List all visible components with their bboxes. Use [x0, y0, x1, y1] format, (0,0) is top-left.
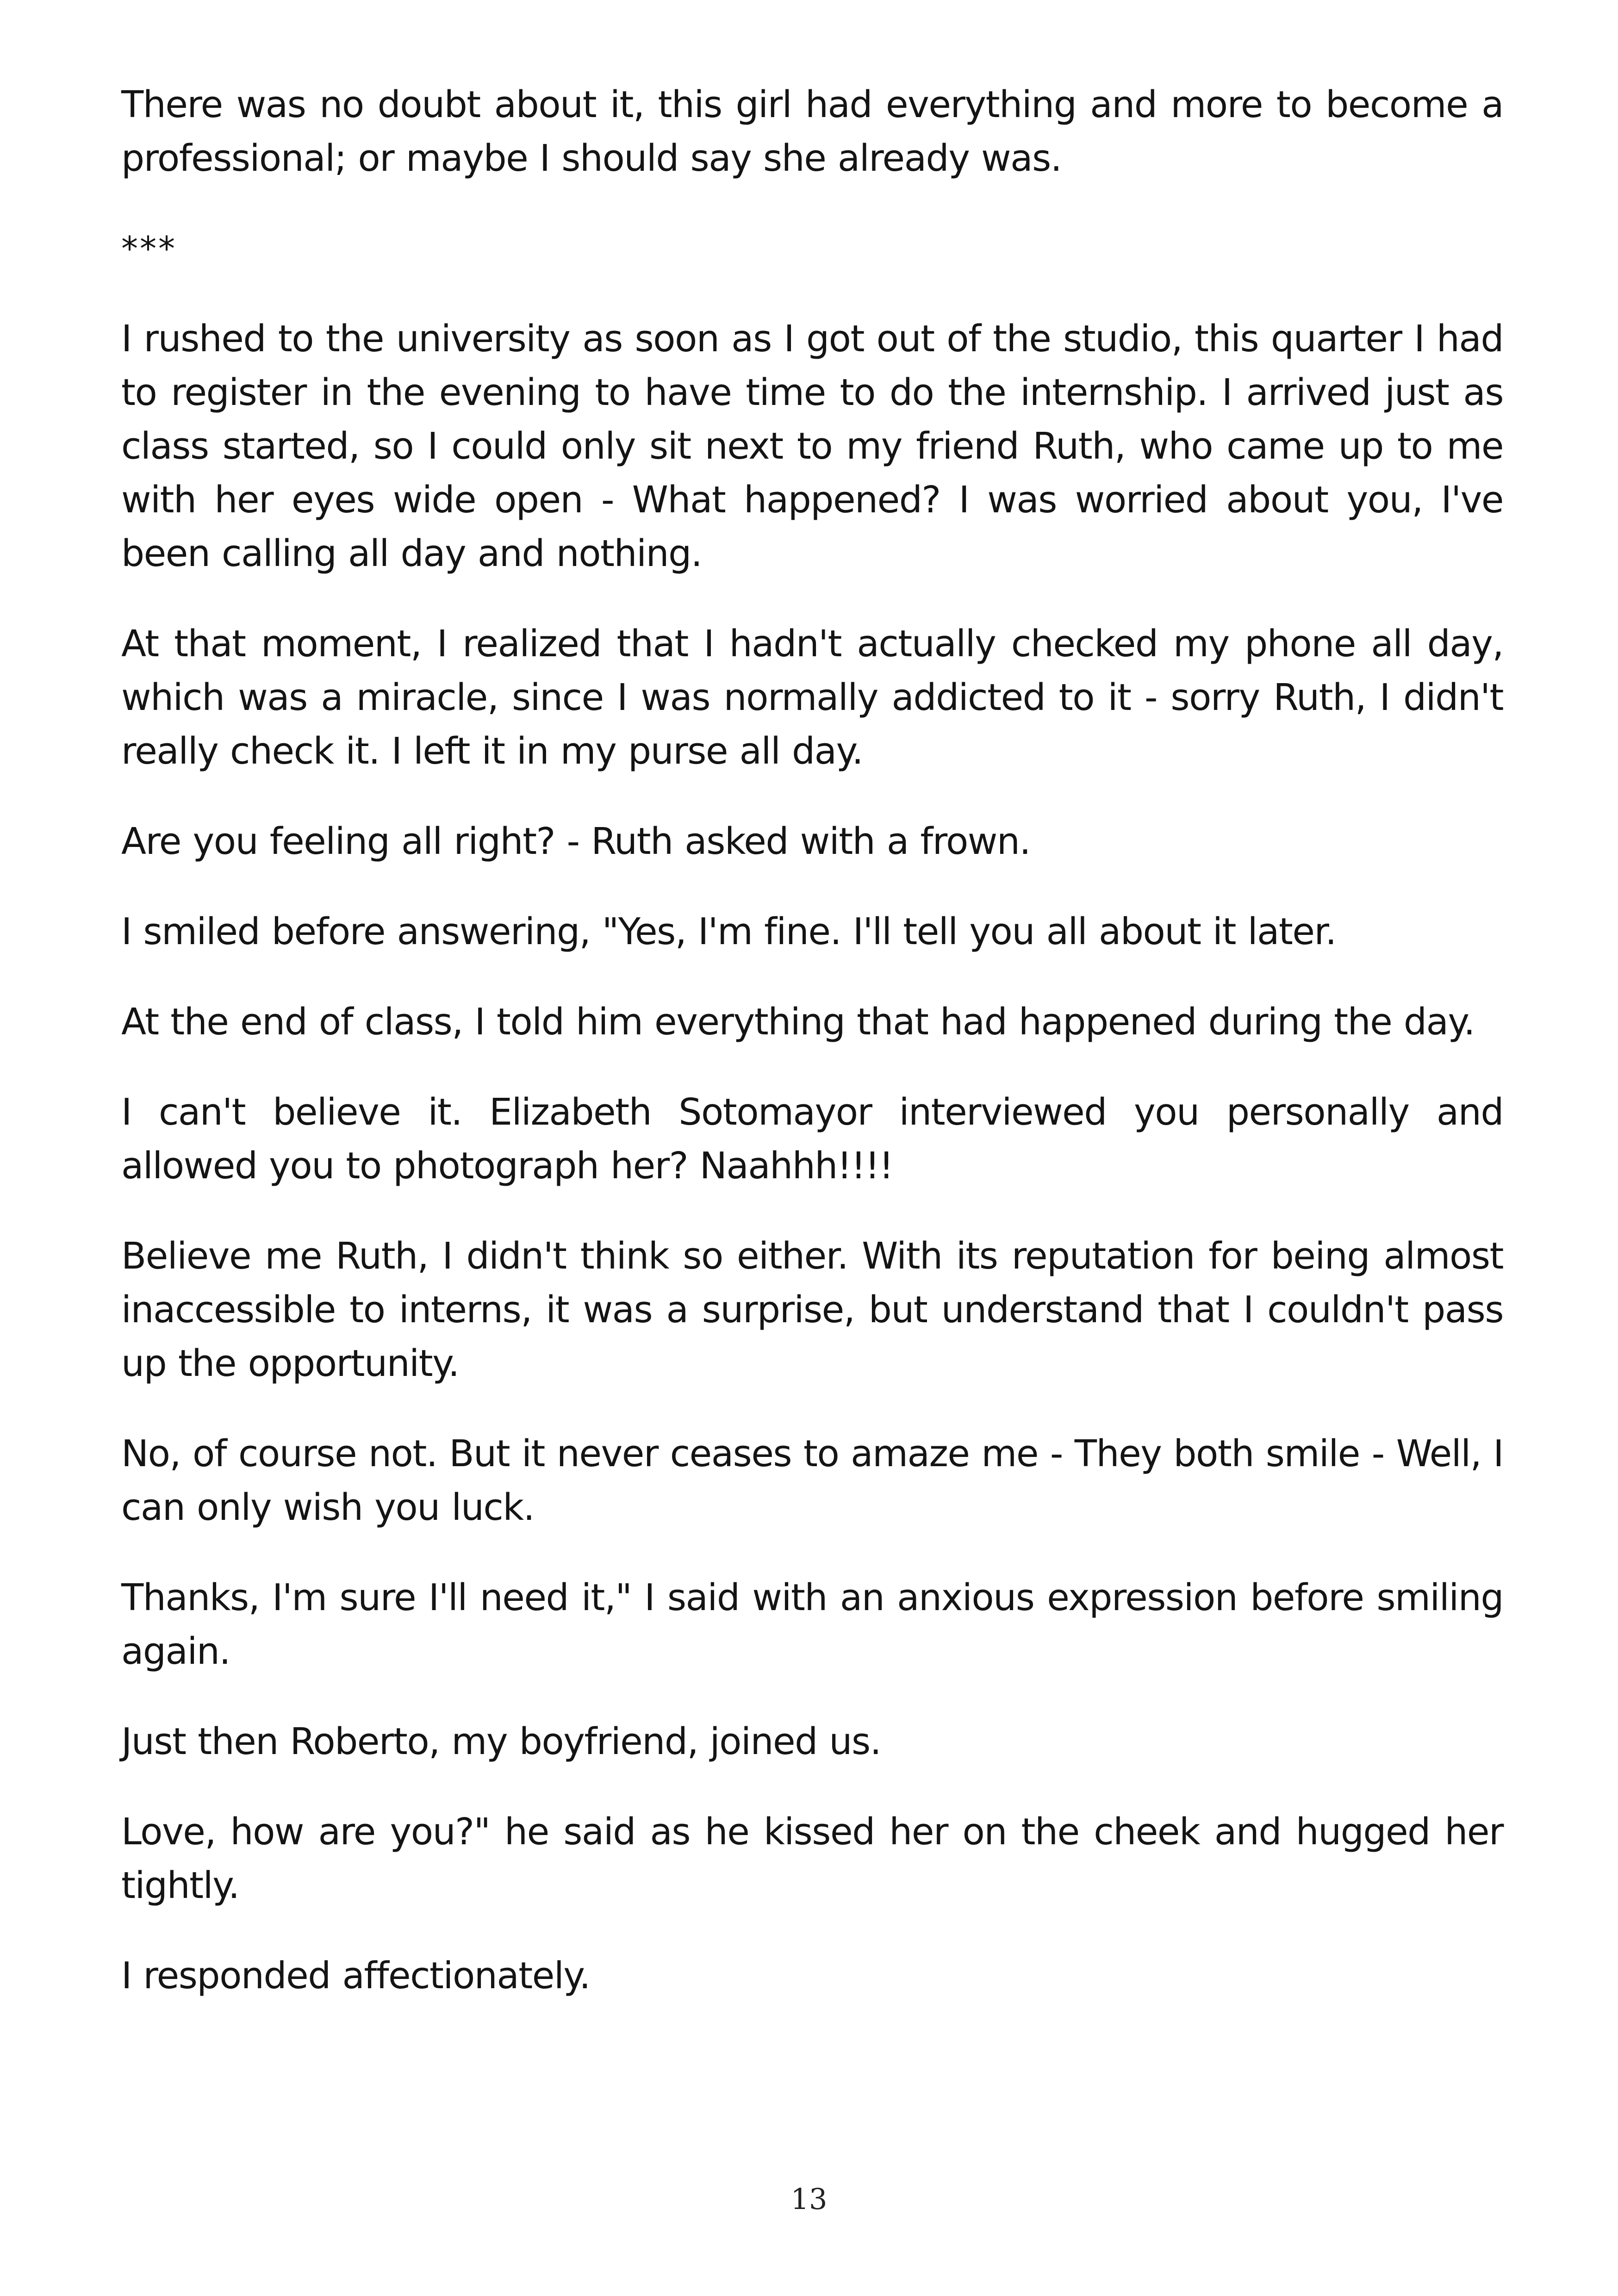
paragraph: I can't believe it. Elizabeth Sotomayor interviewed you personally and allowed you to photograph her? Naahhh!!!! [121, 1091, 1503, 1187]
page-body [121, 78, 1503, 2039]
paragraph: Love, how are you?" he said as he kissed her on the cheek and hugged her tightly. [121, 1811, 1503, 1907]
paragraph: Believe me Ruth, I didn't think so either. With its reputation for being almost inaccessible to interns, it was a surprise, but understand that I couldn't pass up the opportunity. [121, 1235, 1503, 1385]
paragraph: I responded affectionately. [121, 1954, 590, 1997]
paragraph: Thanks, I'm sure I'll need it," I said with an anxious expression before smiling again. [121, 1576, 1503, 1673]
paragraph: I smiled before answering, "Yes, I'm fine. I'll tell you all about it later. [121, 910, 1336, 953]
page-number: 13 [790, 2182, 828, 2216]
section-separator: *** [121, 229, 177, 268]
paragraph: No, of course not. But it never ceases to amaze me - They both smile - Well, I can only wish you luck. [121, 1432, 1503, 1529]
paragraph: At that moment, I realized that I hadn't actually checked my phone all day, which was a miracle, since I was normally addicted to it - sorry Ruth, I didn't really check it. I left it in my purse all day. [121, 622, 1503, 772]
paragraph: At the end of class, I told him everything that had happened during the day. [121, 1001, 1475, 1043]
paragraph: I rushed to the university as soon as I got out of the studio, this quarter I had to register in the evening to have time to do the internship. I arrived just as class started, so I could only sit next to my friend Ruth, who came up to me with her eyes wide open - What happened? I was worried about you, I've been calling all day and nothing. [121, 317, 1503, 575]
paragraph: Just then Roberto, my boyfriend, joined us. [121, 1720, 881, 1763]
paragraph: There was no doubt about it, this girl had everything and more to become a professional; or maybe I should say she already was. [121, 83, 1503, 180]
paragraph: Are you feeling all right? - Ruth asked with a frown. [121, 820, 1031, 863]
